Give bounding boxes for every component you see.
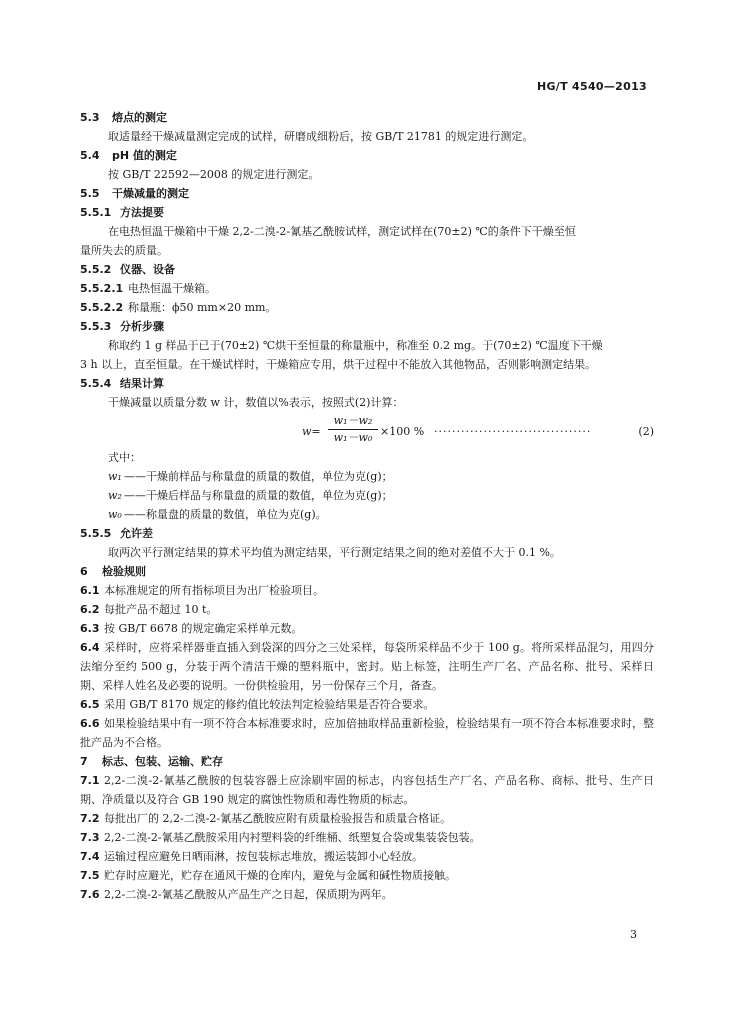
page-number: 3 bbox=[630, 928, 637, 941]
item-number: 7.6 bbox=[80, 888, 100, 901]
document-body bbox=[80, 108, 654, 904]
item-number: 6.4 bbox=[80, 641, 100, 654]
paragraph: 取适量经干燥减量测定完成的试样，研磨成细粉后，按 GB/T 21781 的规定进行测定。 bbox=[108, 130, 534, 143]
paragraph: 称取约 1 g 样品于已于(70±2) ℃烘干至恒量的称量瓶中，称准至 0.2 mg。于(70±2) ℃温度下干燥 bbox=[108, 339, 603, 352]
list-item bbox=[80, 866, 654, 885]
section-number: 5.5.5 bbox=[80, 527, 112, 540]
subsection-heading bbox=[80, 317, 654, 336]
variable-definition bbox=[80, 505, 654, 524]
section-number: 5.3 bbox=[80, 111, 100, 124]
section-title: 熔点的测定 bbox=[112, 111, 167, 124]
subsection-heading bbox=[80, 260, 654, 279]
subsection-heading bbox=[80, 374, 654, 393]
standard-code: HG/T 4540—2013 bbox=[536, 80, 647, 93]
item-number: 6.6 bbox=[80, 717, 100, 730]
item-number: 7.1 bbox=[80, 774, 100, 787]
item-number: 6.3 bbox=[80, 622, 100, 635]
subsection-heading bbox=[80, 203, 654, 222]
variable-symbol: w₀ bbox=[108, 508, 122, 521]
list-item bbox=[80, 619, 654, 638]
section-title: 干燥减量的测定 bbox=[112, 187, 189, 200]
item-number: 7.3 bbox=[80, 831, 100, 844]
variable-definition bbox=[80, 486, 654, 505]
item-number: 6.1 bbox=[80, 584, 100, 597]
item-text: 采用 GB/T 8170 规定的修约值比较法判定检验结果是否符合要求。 bbox=[104, 698, 435, 711]
item-text: 称量瓶：ϕ50 mm×20 mm。 bbox=[128, 301, 277, 314]
item-text: 采样时，应将采样器垂直插入到袋深的四分之三处采样，每袋所采样品不少于 100 g。将所采样品混匀，用四分法缩分至约 500 g，分装于两个清洁干燥的塑料瓶中，密封。贴上标签，注明生产厂名、产品名称、批号、采样日期、采样人姓名及必要的说明。一份供检验用，另一份保存三个月，备查。 bbox=[80, 641, 654, 692]
variable-symbol: w₂ bbox=[108, 489, 122, 502]
formula-denominator: w₁－w₀ bbox=[333, 431, 373, 444]
subsection-heading bbox=[80, 524, 654, 543]
list-item bbox=[80, 771, 654, 809]
paragraph: 干燥减量以质量分数 w 计，数值以%表示，按照式(2)计算： bbox=[108, 396, 404, 409]
section-title: 允许差 bbox=[120, 527, 153, 540]
list-item bbox=[80, 298, 654, 317]
paragraph: 按 GB/T 22592—2008 的规定进行测定。 bbox=[108, 168, 320, 181]
formula-fraction bbox=[328, 414, 378, 445]
variable-description: ——干燥前样品与称量盘的质量的数值，单位为克(g)； bbox=[124, 470, 393, 483]
formula-numerator: w₁－w₂ bbox=[333, 414, 373, 427]
variable-description: ——干燥后样品与称量盘的质量的数值，单位为克(g)； bbox=[124, 489, 393, 502]
item-text: 2,2-二溴-2-氰基乙酰胺的包装容器上应涂刷牢固的标志，内容包括生产厂名、产品名称、商标、批号、生产日期、净质量以及符合 GB 190 规定的腐蚀性物质和毒性物质的标志。 bbox=[80, 774, 654, 806]
item-text: 运输过程应避免日晒雨淋，按包装标志堆放，搬运装卸小心轻放。 bbox=[104, 850, 423, 863]
item-number: 7.4 bbox=[80, 850, 100, 863]
list-item bbox=[80, 809, 654, 828]
variable-symbol: w₁ bbox=[108, 470, 122, 483]
list-item bbox=[80, 279, 654, 298]
list-item bbox=[80, 828, 654, 847]
section-title: pH 值的测定 bbox=[112, 149, 177, 162]
where-label: 式中： bbox=[108, 451, 141, 464]
list-item bbox=[80, 600, 654, 619]
section-title: 仪器、设备 bbox=[120, 263, 175, 276]
section-title: 方法提要 bbox=[120, 206, 164, 219]
chapter-heading bbox=[80, 562, 654, 581]
chapter-title: 检验规则 bbox=[102, 565, 146, 578]
section-heading bbox=[80, 184, 654, 203]
paragraph-continued: 3 h 以上，直至恒量。在干燥试样时，干燥箱应专用，烘干过程中不能放入其他物品，否则影响测定结果。 bbox=[80, 358, 597, 371]
variable-definition bbox=[80, 467, 654, 486]
item-text: 2,2-二溴-2-氰基乙酰胺从产品生产之日起，保质期为两年。 bbox=[104, 888, 393, 901]
item-text: 每批出厂的 2,2-二溴-2-氰基乙酰胺应附有质量检验报告和质量合格证。 bbox=[104, 812, 452, 825]
fraction-bar bbox=[328, 429, 378, 430]
formula-rhs: ×100 % bbox=[380, 425, 425, 438]
item-text: 本标准规定的所有指标项目为出厂检验项目。 bbox=[104, 584, 324, 597]
section-title: 结果计算 bbox=[120, 377, 164, 390]
item-text: 贮存时应避光，贮存在通风干燥的仓库内，避免与金属和碱性物质接触。 bbox=[104, 869, 456, 882]
item-text: 每批产品不超过 10 t。 bbox=[104, 603, 218, 616]
list-item bbox=[80, 714, 654, 752]
item-number: 6.5 bbox=[80, 698, 100, 711]
section-heading bbox=[80, 146, 654, 165]
formula-2 bbox=[80, 414, 654, 444]
variable-description: ——称量盘的质量的数值，单位为克(g)。 bbox=[124, 508, 327, 521]
chapter-number: 7 bbox=[80, 755, 88, 768]
section-number: 5.5 bbox=[80, 187, 100, 200]
section-heading bbox=[80, 108, 654, 127]
item-number: 7.2 bbox=[80, 812, 100, 825]
item-number: 7.5 bbox=[80, 869, 100, 882]
section-number: 5.5.4 bbox=[80, 377, 112, 390]
paragraph: 取两次平行测定结果的算术平均值为测定结果，平行测定结果之间的绝对差值不大于 0.1 %。 bbox=[108, 546, 561, 559]
item-text: 按 GB/T 6678 的规定确定采样单元数。 bbox=[104, 622, 303, 635]
chapter-number: 6 bbox=[80, 565, 88, 578]
list-item bbox=[80, 847, 654, 866]
item-number: 5.5.2.2 bbox=[80, 301, 124, 314]
section-number: 5.5.2 bbox=[80, 263, 112, 276]
item-number: 5.5.2.1 bbox=[80, 282, 124, 295]
list-item bbox=[80, 638, 654, 695]
item-text: 如果检验结果中有一项不符合本标准要求时，应加倍抽取样品重新检验，检验结果有一项不符合本标准要求时，整批产品为不合格。 bbox=[80, 717, 654, 749]
item-text: 2,2-二溴-2-氰基乙酰胺采用内衬塑料袋的纤维桶、纸塑复合袋或集装袋包装。 bbox=[104, 831, 481, 844]
list-item bbox=[80, 581, 654, 600]
chapter-title: 标志、包装、运输、贮存 bbox=[102, 755, 223, 768]
section-number: 5.5.3 bbox=[80, 320, 112, 333]
paragraph-continued: 量所失去的质量。 bbox=[80, 244, 168, 257]
list-item bbox=[80, 695, 654, 714]
section-title: 分析步骤 bbox=[120, 320, 164, 333]
chapter-heading bbox=[80, 752, 654, 771]
item-number: 6.2 bbox=[80, 603, 100, 616]
formula-leader-dots: ··································· bbox=[434, 425, 592, 438]
item-text: 电热恒温干燥箱。 bbox=[128, 282, 216, 295]
list-item bbox=[80, 885, 654, 904]
paragraph: 在电热恒温干燥箱中干燥 2,2-二溴-2-氰基乙酰胺试样，测定试样在(70±2) ℃的条件下干燥至恒 bbox=[108, 225, 576, 238]
section-number: 5.5.1 bbox=[80, 206, 112, 219]
formula-lhs: w= bbox=[302, 425, 321, 438]
section-number: 5.4 bbox=[80, 149, 100, 162]
equation-number: (2) bbox=[638, 425, 654, 438]
